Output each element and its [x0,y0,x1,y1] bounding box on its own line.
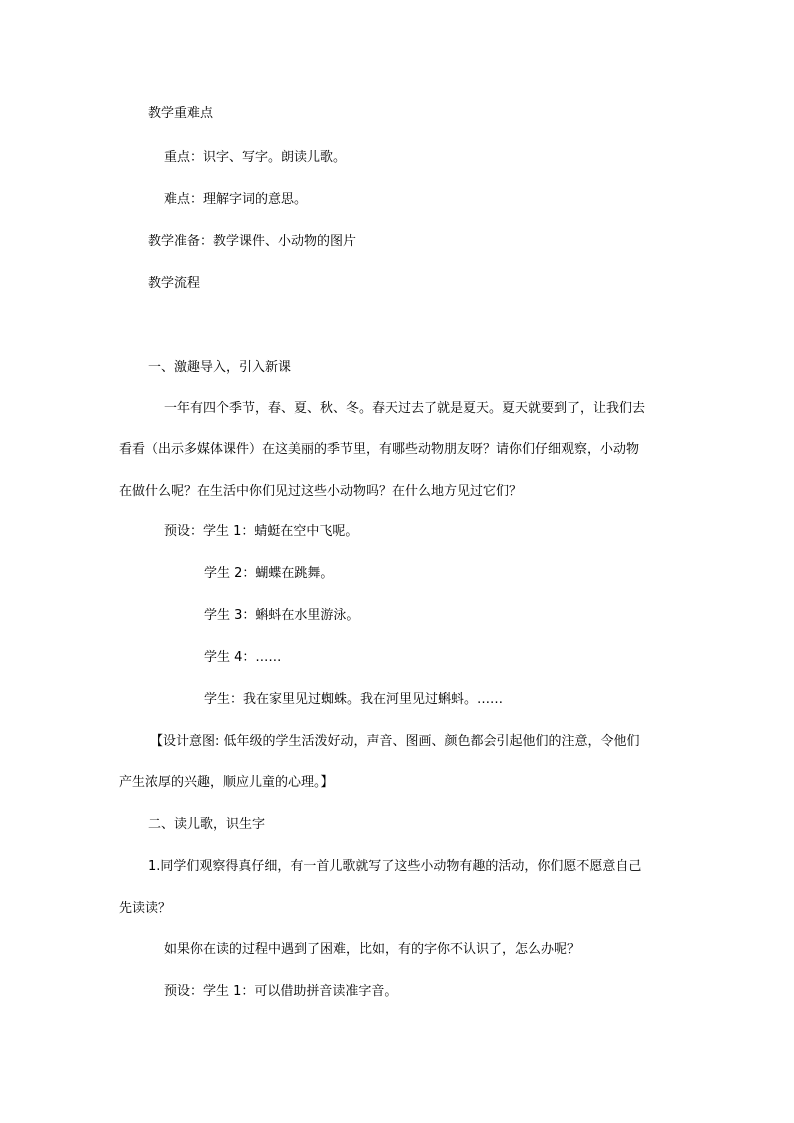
student-answer-line: 学生 4：…… [204,650,282,665]
step-one-heading: 一、激趣导入，引入新课 [148,360,292,375]
design-intent-line: 【设计意图: 低年级的学生活泼好动，声音、图画、颜色都会引起他们的注意，令他们 [150,734,640,749]
student-answer-line: 学生 2：蝴蝶在跳舞。 [204,566,334,581]
preparation-line: 教学准备：教学课件、小动物的图片 [148,234,357,249]
paragraph-line: 一年有四个季节，春、夏、秋、冬。春天过去了就是夏天。夏天就要到了，让我们去 [164,401,646,416]
preset-answer-line: 预设：学生 1：可以借助拼音读准字音。 [164,984,398,999]
section-heading-key-points: 教学重难点 [148,106,214,121]
paragraph-line: 看看（出示多媒体课件）在这美丽的季节里，有哪些动物朋友呀？请你们仔细观察，小动物 [119,442,640,457]
paragraph-line: 如果你在读的过程中遇到了困难，比如，有的字你不认识了，怎么办呢？ [164,942,581,957]
design-intent-line: 产生浓厚的兴趣，顺应儿童的心理。】 [119,775,334,790]
preset-answer-line: 预设：学生 1：蜻蜓在空中飞呢。 [164,524,359,539]
paragraph-line: 先读读？ [119,901,172,916]
section-heading-process: 教学流程 [148,276,201,291]
paragraph-line: 在做什么呢？在生活中你们见过这些小动物吗？在什么地方见过它们？ [119,484,523,499]
difficult-point-line: 难点：理解字词的意思。 [164,192,308,207]
paragraph-line: 1.同学们观察得真仔细，有一首儿歌就写了这些小动物有趣的活动，你们愿不愿意自己 [148,859,642,874]
step-two-heading: 二、读儿歌，识生字 [148,817,266,832]
key-point-line: 重点：识字、写字。朗读儿歌。 [164,150,347,165]
student-answer-line: 学生：我在家里见过蜘蛛。我在河里见过蝌蚪。…… [204,692,504,707]
student-answer-line: 学生 3：蝌蚪在水里游泳。 [204,608,360,623]
